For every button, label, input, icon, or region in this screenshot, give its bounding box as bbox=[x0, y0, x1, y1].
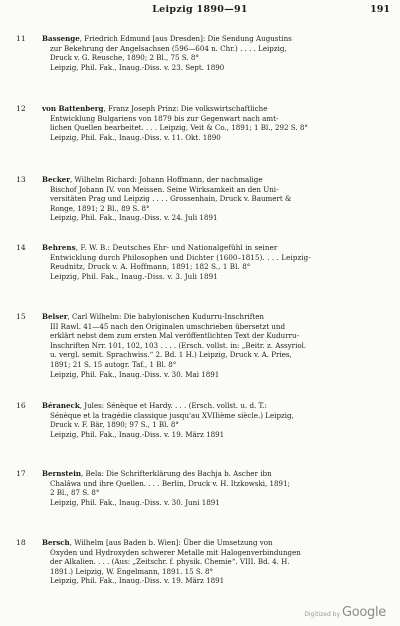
bibliography-entry bbox=[16, 401, 386, 439]
entry-line: Leipzig, Phil. Fak., Inaug.-Diss. v. 30. Juni 1891 bbox=[50, 497, 220, 507]
watermark-prefix: Digitized by bbox=[304, 611, 341, 618]
entry-line: Becker, Wilhelm Richard: Johann Hoffmann, der nachmalige bbox=[42, 175, 263, 184]
author-surname: Béraneck bbox=[42, 401, 80, 410]
entry-line: zur Bekehrung der Angelsachsen (596—604 n. Chr.) . . . . Leipzig, bbox=[50, 43, 287, 53]
entry-line: versitäten Prag und Leipzig . . . . Grossenhain, Druck v. Baumert & bbox=[50, 194, 292, 204]
page-number: 191 bbox=[370, 4, 390, 15]
entry-line: Sénèque et la tragédie classique jusqu'au XVIIième siècle.) Leipzig, bbox=[50, 410, 294, 420]
entry-line: u. vergl. semit. Sprachwiss.“ 2. Bd. 1 H.) Leipzig, Druck v. A. Pries, bbox=[50, 350, 292, 360]
bibliography-entry bbox=[16, 104, 386, 142]
entry-line: Chalâwa und ihre Quellen. . . . Berlin, Druck v. H. Itzkowski, 1891; bbox=[50, 478, 290, 488]
entry-number: 11 bbox=[16, 34, 26, 43]
digitization-watermark bbox=[304, 605, 386, 620]
author-surname: Bersch bbox=[42, 538, 70, 547]
entry-number: 14 bbox=[16, 243, 26, 252]
bibliography-entry bbox=[16, 175, 386, 223]
entry-line: Druck v. F. Bär, 1890; 97 S., 1 Bl. 8° bbox=[50, 420, 179, 430]
entry-number: 18 bbox=[16, 538, 26, 547]
entry-line: Bernstein, Bela: Die Schrifterklärung des Bachja b. Ascher ibn bbox=[42, 469, 272, 478]
entry-line: Entwicklung Bulgariens von 1879 bis zur Gegenwart nach amt- bbox=[50, 113, 279, 123]
bibliography-entry bbox=[16, 312, 386, 379]
entry-line: Leipzig, Phil. Fak., Inaug.-Diss. v. 19. März 1891 bbox=[50, 576, 225, 586]
entry-line: Bischof Johann IV. von Meissen. Seine Wirksamkeit an den Uni- bbox=[50, 184, 279, 194]
bibliography-entry bbox=[16, 34, 386, 72]
entry-line: Leipzig, Phil. Fak., Inaug.-Diss. v. 19. März 1891 bbox=[50, 429, 225, 439]
bibliography-entry bbox=[16, 469, 386, 507]
entry-line: 1891.) Leipzig, W. Engelmann, 1891. 15 S. 8° bbox=[50, 566, 214, 576]
entry-line: von Battenberg, Franz Joseph Prinz: Die volkswirtschaftliche bbox=[42, 104, 268, 113]
entry-line: 1891; 21 S. 15 autogr. Taf., 1 Bl. 8° bbox=[50, 359, 177, 369]
entry-line: Leipzig, Phil. Fak., Inaug.-Diss. v. 23. Sept. 1890 bbox=[50, 62, 225, 72]
entry-line: der Alkalien. . . . (Aus: „Zeitschr. f. physik. Chemie“. VIII. Bd. 4. H. bbox=[50, 557, 290, 567]
entry-number: 16 bbox=[16, 401, 26, 410]
entry-line: III Rawl. 41—45 nach den Originalen umschrieben übersetzt und bbox=[50, 321, 285, 331]
author-surname: Becker bbox=[42, 175, 70, 184]
bibliography-entry bbox=[16, 243, 386, 281]
author-surname: Behrens bbox=[42, 243, 76, 252]
entry-line: Inschriften Nrr. 101, 102, 103 . . . . (Ersch. vollst. in: „Beitr. z. Assyriol. bbox=[50, 340, 307, 350]
entry-number: 15 bbox=[16, 312, 26, 321]
entry-line: Leipzig, Phil. Fak., Inaug.-Diss. v. 11. Okt. 1890 bbox=[50, 132, 221, 142]
entry-line: lichen Quellen bearbeitet. . . . Leipzig, Veit & Co., 1891; 1 Bl., 292 S. 8° bbox=[50, 123, 308, 133]
author-surname: Bassenge bbox=[42, 34, 80, 43]
entry-number: 17 bbox=[16, 469, 26, 478]
entry-line: Bersch, Wilhelm [aus Baden b. Wien]: Über die Umsetzung von bbox=[42, 538, 273, 547]
entry-line: Leipzig, Phil. Fak., Inaug.-Diss. v. 30. Mai 1891 bbox=[50, 369, 220, 379]
entry-line: Reudnitz, Druck v. A. Hoffmann, 1891; 182 S., 1 Bl. 8° bbox=[50, 262, 251, 272]
entry-line: Druck v. G. Reusche, 1890; 2 Bl., 75 S. 8° bbox=[50, 53, 199, 63]
entry-number: 13 bbox=[16, 175, 26, 184]
running-title: Leipzig 1890—91 bbox=[152, 4, 248, 15]
entry-number: 12 bbox=[16, 104, 26, 113]
entry-line: Entwicklung durch Philosophen und Dichter (1600–1815). . . . Leipzig- bbox=[50, 252, 311, 262]
author-surname: von Battenberg bbox=[42, 104, 104, 113]
entry-line: Béraneck, Jules: Sénèque et Hardy. . . . (Ersch. vollst. u. d. T.: bbox=[42, 401, 267, 410]
author-surname: Bernstein bbox=[42, 469, 82, 478]
entry-line: Leipzig, Phil. Fak., Inaug.-Diss. v. 24. Juli 1891 bbox=[50, 213, 218, 223]
entry-line: Ronge, 1891; 2 Bl., 89 S. 8° bbox=[50, 203, 150, 213]
bibliography-entry bbox=[16, 538, 386, 586]
entry-line: 2 Bl., 87 S. 8° bbox=[50, 488, 100, 498]
entry-line: Belser, Carl Wilhelm: Die babylonischen Kudurru-Inschriften bbox=[42, 312, 264, 321]
google-logo: Google bbox=[341, 605, 386, 620]
page-header bbox=[0, 4, 400, 18]
author-surname: Belser bbox=[42, 312, 68, 321]
entry-line: Behrens, F. W. B.: Deutsches Ehr- und Nationalgefühl in seiner bbox=[42, 243, 278, 252]
entry-line: Oxyden und Hydroxyden schwerer Metalle mit Halogenverbindungen bbox=[50, 547, 301, 557]
entry-line: erklärt nebst dem zum ersten Mal veröffentlichten Text der Kudurru- bbox=[50, 331, 299, 341]
entry-line: Leipzig, Phil. Fak., Inaug.-Diss. v. 3. Juli 1891 bbox=[50, 271, 218, 281]
entry-line: Bassenge, Friedrich Edmund [aus Dresden]: Die Sendung Augustins bbox=[42, 34, 292, 43]
